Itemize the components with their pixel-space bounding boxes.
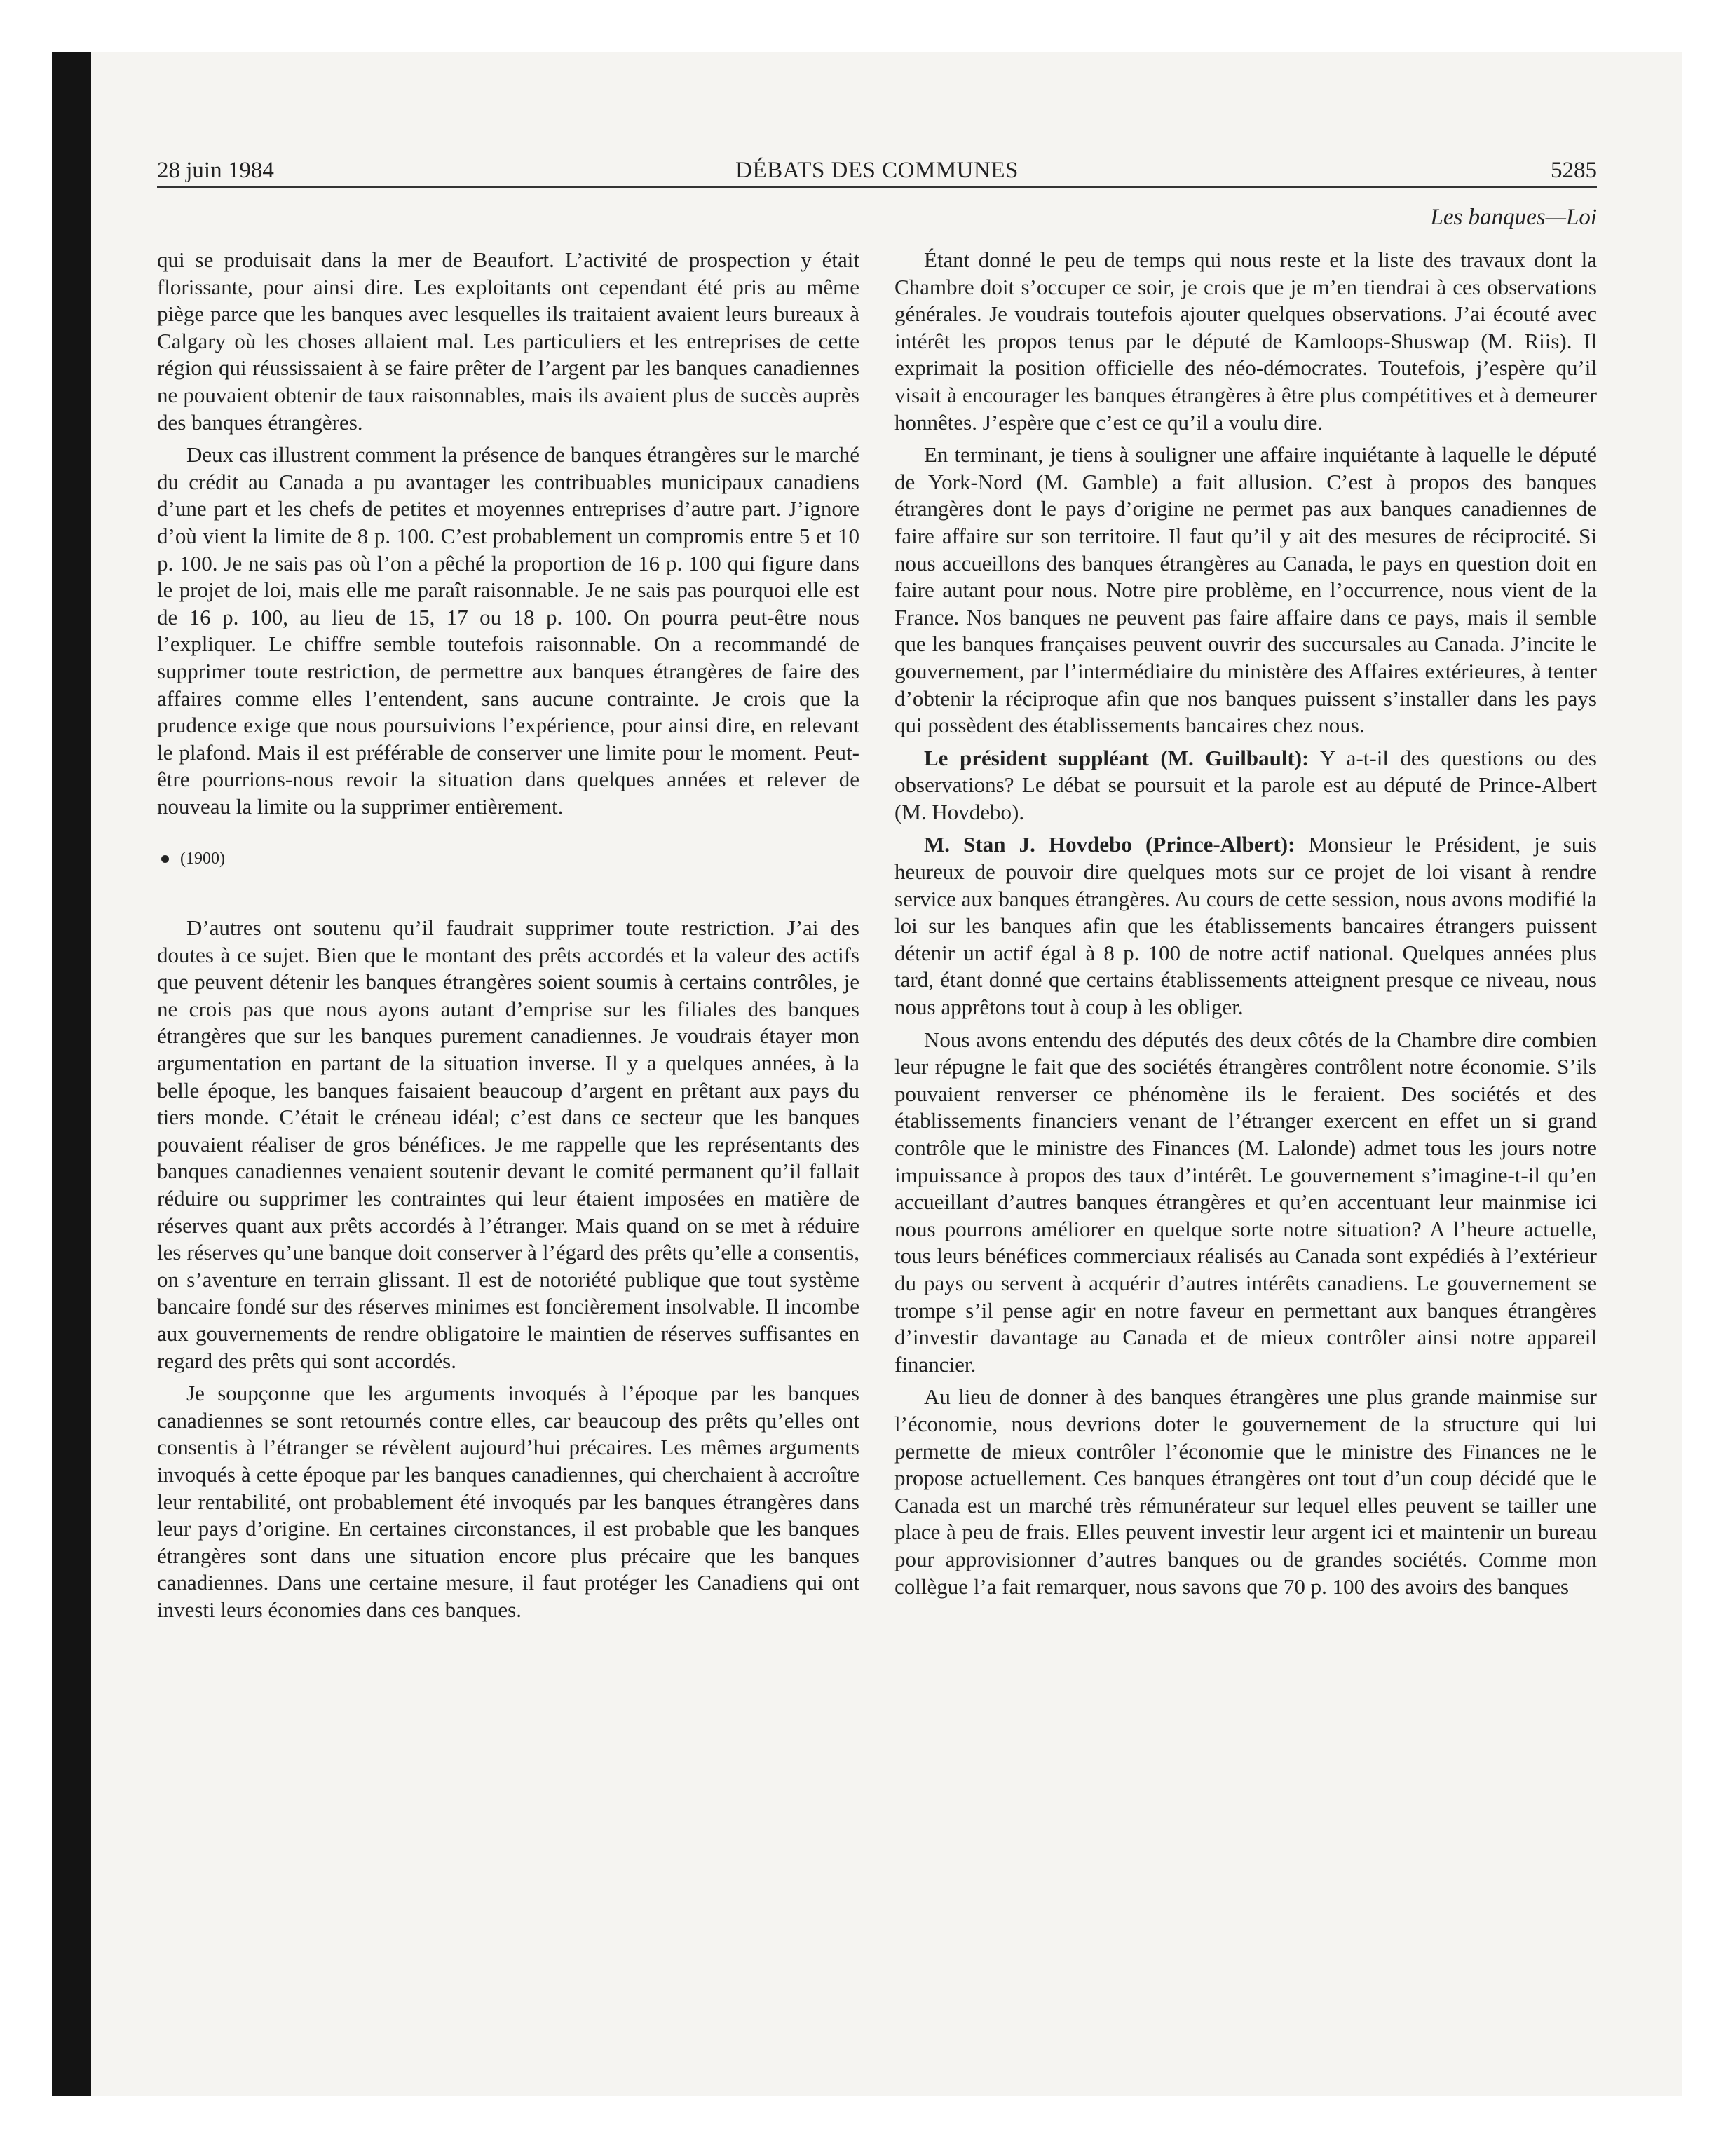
paragraph: Nous avons entendu des députés des deux côtés de la Chambre dire combien leur répugne le fait que des sociétés étrangères contrôlent notre économie. S’ils pouvaient renverser ce phénomène ils le feraient. Des sociétés et des établissements financiers venant de l’étranger exercent en effet un si grand contrôle que le ministre des Finances (M. Lalonde) admet tous les jours notre impuissance à propos des taux d’intérêt. Le gouvernement s’imagine-t-il qu’en accueillant d’autres banques étrangères et qu’en accentuant leur mainmise ici nous pourrons améliorer en quelque sorte notre situation? A l’heure actuelle, tous leurs bénéfices commerciaux réalisés au Canada sont expédiés à l’extérieur du pays ou servent à acquérir d’autres intérêts canadiens. Le gouvernement se trompe s’il pense agir en notre faveur en permettant aux banques étrangères d’investir davantage au Canada et de mieux contrôler ainsi notre appareil financier. <box>894 1027 1597 1377</box>
paragraph: Étant donné le peu de temps qui nous reste et la liste des travaux dont la Chambre doit s’occuper ce soir, je crois que je m’en tiendrai à ces observations générales. Je voudrais toutefois ajouter quelques observations. J’ai écouté avec intérêt les propos tenus par le député de Kamloops-Shuswap (M. Riis). Il exprimait la position officielle des néo-démocrates. Toutefois, j’espère qu’il visait à encourager les banques étrangères à être plus compétitives et à demeurer honnêtes. J’espère que c’est ce qu’il a voulu dire. <box>894 247 1597 435</box>
header-date: 28 juin 1984 <box>157 158 274 183</box>
left-column <box>157 247 859 1630</box>
bullet-icon <box>161 855 169 863</box>
scan-binding-edge <box>52 52 91 2096</box>
paragraph: qui se produisait dans la mer de Beaufort. L’activité de prospection y était florissante, pour ainsi dire. Les exploitants ont cependant été pris au même piège parce que les banques avec lesquelles ils traitaient avaient leurs bureaux à Calgary où les choses allaient mal. Les particuliers et les entreprises de cette région qui réussissaient à se faire prêter de l’argent par les banques canadiennes ne pouvaient obtenir de taux raisonnables, mais ils avaient plus de succès auprès des banques étrangères. <box>157 247 859 435</box>
right-column <box>894 247 1597 1630</box>
header-title: DÉBATS DES COMMUNES <box>735 158 1019 183</box>
speaker-name: M. Stan J. Hovdebo (Prince-Albert): <box>924 832 1295 857</box>
speech-text: Monsieur le Président, je suis heureux de pouvoir dire quelques mots sur ce projet de loi visant à rendre service aux banques étrangères. Au cours de cette session, nous avons modifié la loi sur les banques afin que les établissements bancaires étrangers puissent détenir un actif égal à 8 p. 100 de notre actif national. Quelques années plus tard, étant donné que certains établissements atteignent presque ce niveau, nous nous apprêtons tout à coup à les obliger. <box>894 832 1597 1020</box>
speech-text: Y a-t-il des questions ou des observations? Le débat se poursuit et la parole est au député de Prince-Albert (M. Hovdebo). <box>894 745 1597 824</box>
paragraph: Au lieu de donner à des banques étrangères une plus grande mainmise sur l’économie, nous devrions doter le gouvernement de la structure qui lui permette de mieux contrôler l’économie que le ministre des Finances ne le propose actuellement. Ces banques étrangères ont tout d’un coup décidé que le Canada est un marché très rémunérateur sur lequel elles peuvent se tailler une place à peu de frais. Elles peuvent investir leur argent ici et maintenir un bureau pour approvisionner d’autres banques ou de grandes sociétés. Comme mon collègue l’a fait remarquer, nous savons que 70 p. 100 des avoirs des banques <box>894 1384 1597 1599</box>
running-header <box>157 150 1597 188</box>
paragraph: Deux cas illustrent comment la présence de banques étrangères sur le marché du crédit au Canada a pu avantager les contribuables municipaux canadiens d’une part et les chefs de petites et moyennes entreprises d’autre part. J’ignore d’où vient la limite de 8 p. 100. C’est probablement un compromis entre 5 et 10 p. 100. Je ne sais pas où l’on a pêché la proportion de 16 p. 100 qui figure dans le projet de loi, mais elle me paraît raisonnable. Je ne sais pas pourquoi elle est de 16 p. 100, au lieu de 15, 17 ou 18 p. 100. On pourra peut-être nous l’expliquer. Le chiffre semble toutefois raisonnable. On a recommandé de supprimer toute restriction, de permettre aux banques étrangères de faire des affaires comme elles l’entendent, sans aucune contrainte. Je crois que la prudence exige que nous poursuivions l’expérience, pour ainsi dire, en relevant le plafond. Mais il est préférable de conserver une limite pour le moment. Peut-être pourrions-nous revoir la situation dans quelques années et relever de nouveau la limite ou la supprimer entièrement. <box>157 442 859 819</box>
time-marker-text: (1900) <box>180 850 225 868</box>
paragraph: En terminant, je tiens à souligner une affaire inquiétante à laquelle le député de York-Nord (M. Gamble) a fait allusion. C’est à propos des banques étrangères dont le pays d’origine ne permet pas aux banques canadiennes de faire affaire sur son territoire. Il faut qu’il y ait des mesures de réciprocité. Si nous accueillons des banques étrangères au Canada, le pays en question doit en faire autant pour nous. Notre pire problème, en l’occurrence, nous vient de la France. Nos banques ne peuvent pas faire affaire dans ce pays, mais il semble que les banques françaises peuvent ouvrir des succursales au Canada. J’incite le gouvernement, par l’intermédiaire du ministère des Affaires extérieures, à tenter d’obtenir la réciproque afin que nos banques puissent s’installer dans les pays qui possèdent des établissements bancaires chez nous. <box>894 442 1597 738</box>
speech-paragraph <box>894 745 1597 826</box>
time-marker <box>161 845 859 873</box>
text-columns <box>157 247 1597 1630</box>
paragraph: Je soupçonne que les arguments invoqués à l’époque par les banques canadiennes se sont retournés contre elles, car beaucoup des prêts qu’elles ont consentis à l’étranger se révèlent aujourd’hui précaires. Les mêmes arguments invoqués à cette époque par les banques canadiennes, qui cherchaient à accroître leur rentabilité, ont probablement été invoqués par les banques étrangères dans leur pays d’origine. En certaines circonstances, il est probable que les banques étrangères sont dans une situation encore plus précaire que les banques canadiennes. Dans une certaine mesure, il faut protéger les Canadiens qui ont investi leurs économies dans ces banques. <box>157 1381 859 1622</box>
speaker-name: Le président suppléant (M. Guilbault): <box>924 745 1309 770</box>
document-page <box>157 150 1597 1630</box>
section-title: Les banques—Loi <box>1430 205 1597 230</box>
paragraph: D’autres ont soutenu qu’il faudrait supprimer toute restriction. J’ai des doutes à ce sujet. Bien que le montant des prêts accordés et la valeur des actifs que peuvent détenir les banques étrangères soient soumis à certains contrôles, je ne crois pas que nous ayons autant d’emprise sur les filiales des banques étrangères que sur les banques purement canadiennes. Je voudrais étayer mon argumentation en partant de la situation inverse. Il y a quelques années, à la belle époque, les banques faisaient beaucoup d’argent en prêtant aux pays du tiers monde. C’était le créneau idéal; c’est dans ce secteur que les banques pouvaient réaliser de gros bénéfices. Je me rappelle que les représentants des banques canadiennes venaient soutenir devant le comité permanent qu’il fallait réduire ou supprimer les contraintes qui leur étaient imposées en matière de réserves quant aux prêts accordés à l’étranger. Mais quand on se met à réduire les réserves qu’une banque doit conserver à l’égard des prêts qu’elle a consentis, on s’aventure en terrain glissant. Il est de notoriété publique que tout système bancaire fondé sur des réserves minimes est foncièrement insolvable. Il incombe aux gouvernements de rendre obligatoire le maintien de réserves suffisantes en regard des prêts qui sont accordés. <box>157 915 859 1373</box>
page-number: 5285 <box>1551 158 1597 183</box>
speech-paragraph <box>894 831 1597 1021</box>
